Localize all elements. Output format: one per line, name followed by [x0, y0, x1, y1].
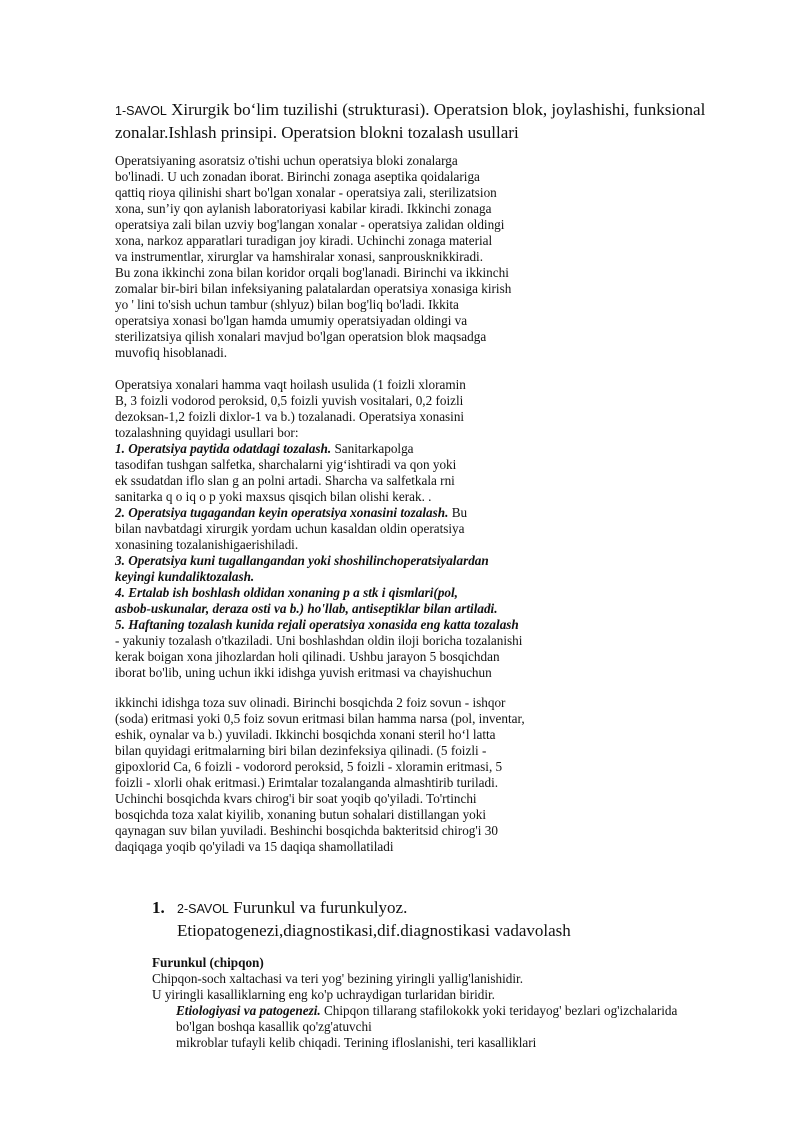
list-item-5: 5. Haftaning tozalash kunida rejali operatsiya xonasida eng katta tozalash [115, 617, 519, 632]
text-line: xona, sun’iy qon aylanish laboratoriyasi kabilar kiradi. Ikkinchi zonaga [115, 201, 492, 216]
question-2-title-line-1: Furunkul va furunkulyoz. [228, 898, 408, 917]
text-line: tasodifan tushgan salfetka, sharchalarni yig‘ishtiradi va qon yoki [115, 457, 457, 472]
paragraph-final-cleaning-stages [115, 695, 525, 855]
text-line: tozalashning quyidagi usullari bor: [115, 425, 299, 440]
question-2-number: 2-SAVOL [177, 902, 229, 916]
etiology-text: Chipqon tillarang stafilokokk yoki teridayog' bezlari og'izchalarida [320, 1003, 678, 1018]
question-1-heading [115, 99, 735, 144]
question-1-number: 1-SAVOL [115, 104, 167, 118]
text-line: bilan quyidagi eritmalarning biri bilan dezinfeksiya qilinadi. (5 foizli - [115, 743, 487, 758]
text-line: ikkinchi idishga toza suv olinadi. Birinchi bosqichda 2 foiz sovun - ishqor [115, 695, 506, 710]
list-item-3: 3. Operatsiya kuni tugallangandan yoki shoshilinchoperatsiyalardan [115, 553, 489, 568]
text-line: Bu zona ikkinchi zona bilan koridor orqali bog'lanadi. Birinchi va ikkinchi [115, 265, 509, 280]
text-line: zomalar bir-biri bilan infeksiyaning palatalardan operatsiya xonasiga kirish [115, 281, 512, 296]
question-1-title-line-1: Xirurgik bo‘lim tuzilishi (strukturasi). Operatsion blok, joylashishi, funksional [166, 100, 706, 119]
list-marker: 1. [152, 898, 165, 917]
text-line: foizli - xlorli ohak eritmasi.) Erimtalar tozalanganda almashtirib turiladi. [115, 775, 499, 790]
question-1-title-line-2: zonalar.Ishlash prinsipi. Operatsion blokni tozalash usullari [115, 123, 519, 142]
text-line: qaynagan suv bilan yuviladi. Beshinchi bosqichda bakteritsid chirog'i 30 [115, 823, 498, 838]
text-line: daqiqaga yoqib qo'yiladi va 15 daqiqa shamollatiladi [115, 839, 394, 854]
list-item-4: 4. Ertalab ish boshlash oldidan xonaning p a stk i qismlari(pol, [115, 585, 458, 600]
question-2-title-line-2: Etiopatogenezi,diagnostikasi,dif.diagnostikasi vadavolash [177, 921, 571, 940]
text-line: Chipqon-soch xaltachasi va teri yog' bezining yiringli yallig'lanishidir. [152, 971, 524, 986]
text-line: yo ' lini to'sish uchun tambur (shlyuz) bilan bog'liq bo'ladi. Ikkita [115, 297, 459, 312]
list-item-2 [115, 505, 522, 521]
text-line: Operatsiya xonalari hamma vaqt hoilash usulida (1 foizli xloramin [115, 377, 466, 392]
text-line: Operatsiyaning asoratsiz o'tishi uchun operatsiya bloki zonalarga [115, 153, 458, 168]
text-line: - yakuniy tozalash o'tkaziladi. Uni boshlashdan oldin iloji boricha tozalanishi [115, 633, 523, 648]
text-line: xona, narkoz apparatlari turadigan joy kiradi. Uchinchi zonaga material [115, 233, 493, 248]
text-line: bosqichda toza xalat kiyilib, xonaning butun sohalari distillangan yoki [115, 807, 487, 822]
text-line: operatsiya xonasi bo'lgan hamda umumiy operatsiyadan oldingi va [115, 313, 468, 328]
text-line: muvofiq hisoblanadi. [115, 345, 228, 360]
text-line: dezoksan-1,2 foizli dixlor-1 va b.) tozalanadi. Operatsiya xonasini [115, 409, 465, 424]
text-line: bo'lgan boshqa kasallik qo'zg'atuvchi [176, 1019, 372, 1034]
text-line: sanitarka q o iq o p yoki maxsus qisqich bilan olishi kerak. . [115, 489, 432, 504]
list-item-2-text: Bu [448, 505, 468, 520]
etiology-line [152, 1003, 677, 1019]
question-2-heading [152, 897, 752, 942]
text-line: U yiringli kasalliklarning eng ko'p uchraydigan turlaridan biridir. [152, 987, 495, 1002]
list-item-1-heading: 1. Operatsiya paytida odatdagi tozalash. [115, 441, 332, 456]
text-line: gipoxlorid Ca, 6 foizli - vodorord peroksid, 5 foizli - xloramin eritmasi, 5 [115, 759, 503, 774]
text-line: B, 3 foizli vodorod peroksid, 0,5 foizli yuvish vositalari, 0,2 foizli [115, 393, 464, 408]
text-line: (soda) eritmasi yoki 0,5 foiz sovun eritmasi bilan hamma narsa (pol, inventar, [115, 711, 525, 726]
text-line: qattiq rioya qilinishi shart bo'lgan xonalar - operatsiya zali, sterilizatsion [115, 185, 497, 200]
text-line: Uchinchi bosqichda kvars chirog'i bir soat yoqib qo'yiladi. To'rtinchi [115, 791, 477, 806]
text-line: operatsiya zali bilan uzviy bog'langan xonalar - operatsiya zalidan oldingi [115, 217, 505, 232]
text-line: kerak boigan xona jihozlardan holi qilinadi. Ushbu jarayon 5 bosqichdan [115, 649, 500, 664]
text-line: ek ssudatdan iflo slan g an polni artadi. Sharcha va salfetkala rni [115, 473, 455, 488]
text-line: xonasining tozalanishigaerishiladi. [115, 537, 299, 552]
list-item-1-text: Sanitarkapolga [331, 441, 414, 456]
text-line: eshik, oynalar va b.) yuviladi. Ikkinchi bosqichda xonani steril ho‘l latta [115, 727, 496, 742]
paragraph-operating-zones [115, 153, 511, 361]
text-line: iborat bo'lib, uning uchun ikki idishga yuvish eritmasi va chayishuchun [115, 665, 492, 680]
text-line: keyingi kundaliktozalash. [115, 569, 255, 584]
paragraph-cleaning-methods [115, 377, 522, 681]
section-heading: Furunkul (chipqon) [152, 955, 264, 970]
etiology-heading: Etiologiyasi va patogenezi. [176, 1003, 321, 1018]
list-item-2-heading: 2. Operatsiya tugagandan keyin operatsiya xonasini tozalash. [115, 505, 449, 520]
text-line: mikroblar tufayli kelib chiqadi. Terining ifloslanishi, teri kasalliklari [176, 1035, 537, 1050]
text-line: bo'linadi. U uch zonadan iborat. Birinchi zonaga aseptika qoidalariga [115, 169, 480, 184]
text-line: asbob-uskunalar, deraza osti va b.) ho'llab, antiseptiklar bilan artiladi. [115, 601, 498, 616]
list-item-1 [115, 441, 522, 457]
text-line: sterilizatsiya qilish xonalari mavjud bo'lgan operatsion blok maqsadga [115, 329, 487, 344]
text-line: bilan navbatdagi xirurgik yordam uchun kasaldan oldin operatsiya [115, 521, 465, 536]
text-line: va instrumentlar, xirurglar va hamshiralar xonasi, sanprousknikkiradi. [115, 249, 484, 264]
paragraph-furuncle [152, 955, 677, 1051]
